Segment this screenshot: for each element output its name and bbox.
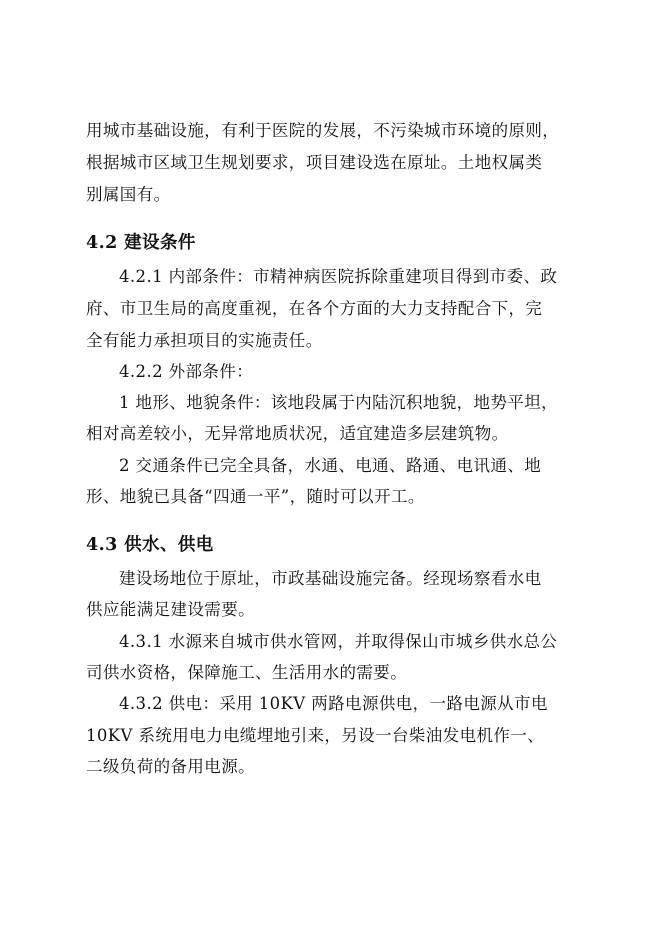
- paragraph-line: 府、市卫生局的高度重视，在各个方面的大力支持配合下，完: [86, 299, 543, 318]
- paragraph-line: 根据城市区域卫生规划要求，项目建设选在原址。土地权属类: [86, 153, 543, 172]
- paragraph-line: 全有能力承担项目的实施责任。: [86, 331, 323, 350]
- paragraph-line: 建设场地位于原址，市政基础设施完备。经现场察看水电: [119, 569, 542, 588]
- paragraph-line: 二级负荷的备用电源。: [86, 757, 255, 776]
- paragraph-line: 司供水资格，保障施工、生活用水的需要。: [86, 663, 408, 682]
- list-item-line: 相对高差较小，无异常地质状况，适宜建造多层建筑物。: [86, 424, 509, 443]
- paragraph-line: 4.3.2 供电：采用 10KV 两路电源供电，一路电源从市电: [119, 694, 548, 713]
- paragraph-line: 别属国有。: [86, 185, 171, 204]
- list-item-line: 2 交通条件已完全具备，水通、电通、路通、电讯通、地: [119, 456, 542, 475]
- paragraph-line: 4.2.2 外部条件：: [119, 362, 254, 381]
- paragraph-line: 供应能满足建设需要。: [86, 600, 255, 619]
- section-heading-4-3: 4.3 供水、供电: [86, 535, 214, 555]
- paragraph-line: 4.3.1 水源来自城市供水管网，并取得保山市城乡供水总公: [119, 632, 558, 651]
- list-item-line: 形、地貌已具备“四通一平”，随时可以开工。: [86, 487, 425, 506]
- paragraph-line: 用城市基础设施，有利于医院的发展，不污染城市环境的原则，: [86, 121, 560, 140]
- list-item-line: 1 地形、地貌条件：该地段属于内陆沉积地貌，地势平坦，: [119, 393, 559, 412]
- paragraph-line: 10KV 系统用电力电缆埋地引来，另设一台柴油发电机作一、: [86, 726, 545, 745]
- section-heading-4-2: 4.2 建设条件: [86, 233, 196, 253]
- paragraph-line: 4.2.1 内部条件：市精神病医院拆除重建项目得到市委、政: [119, 267, 558, 286]
